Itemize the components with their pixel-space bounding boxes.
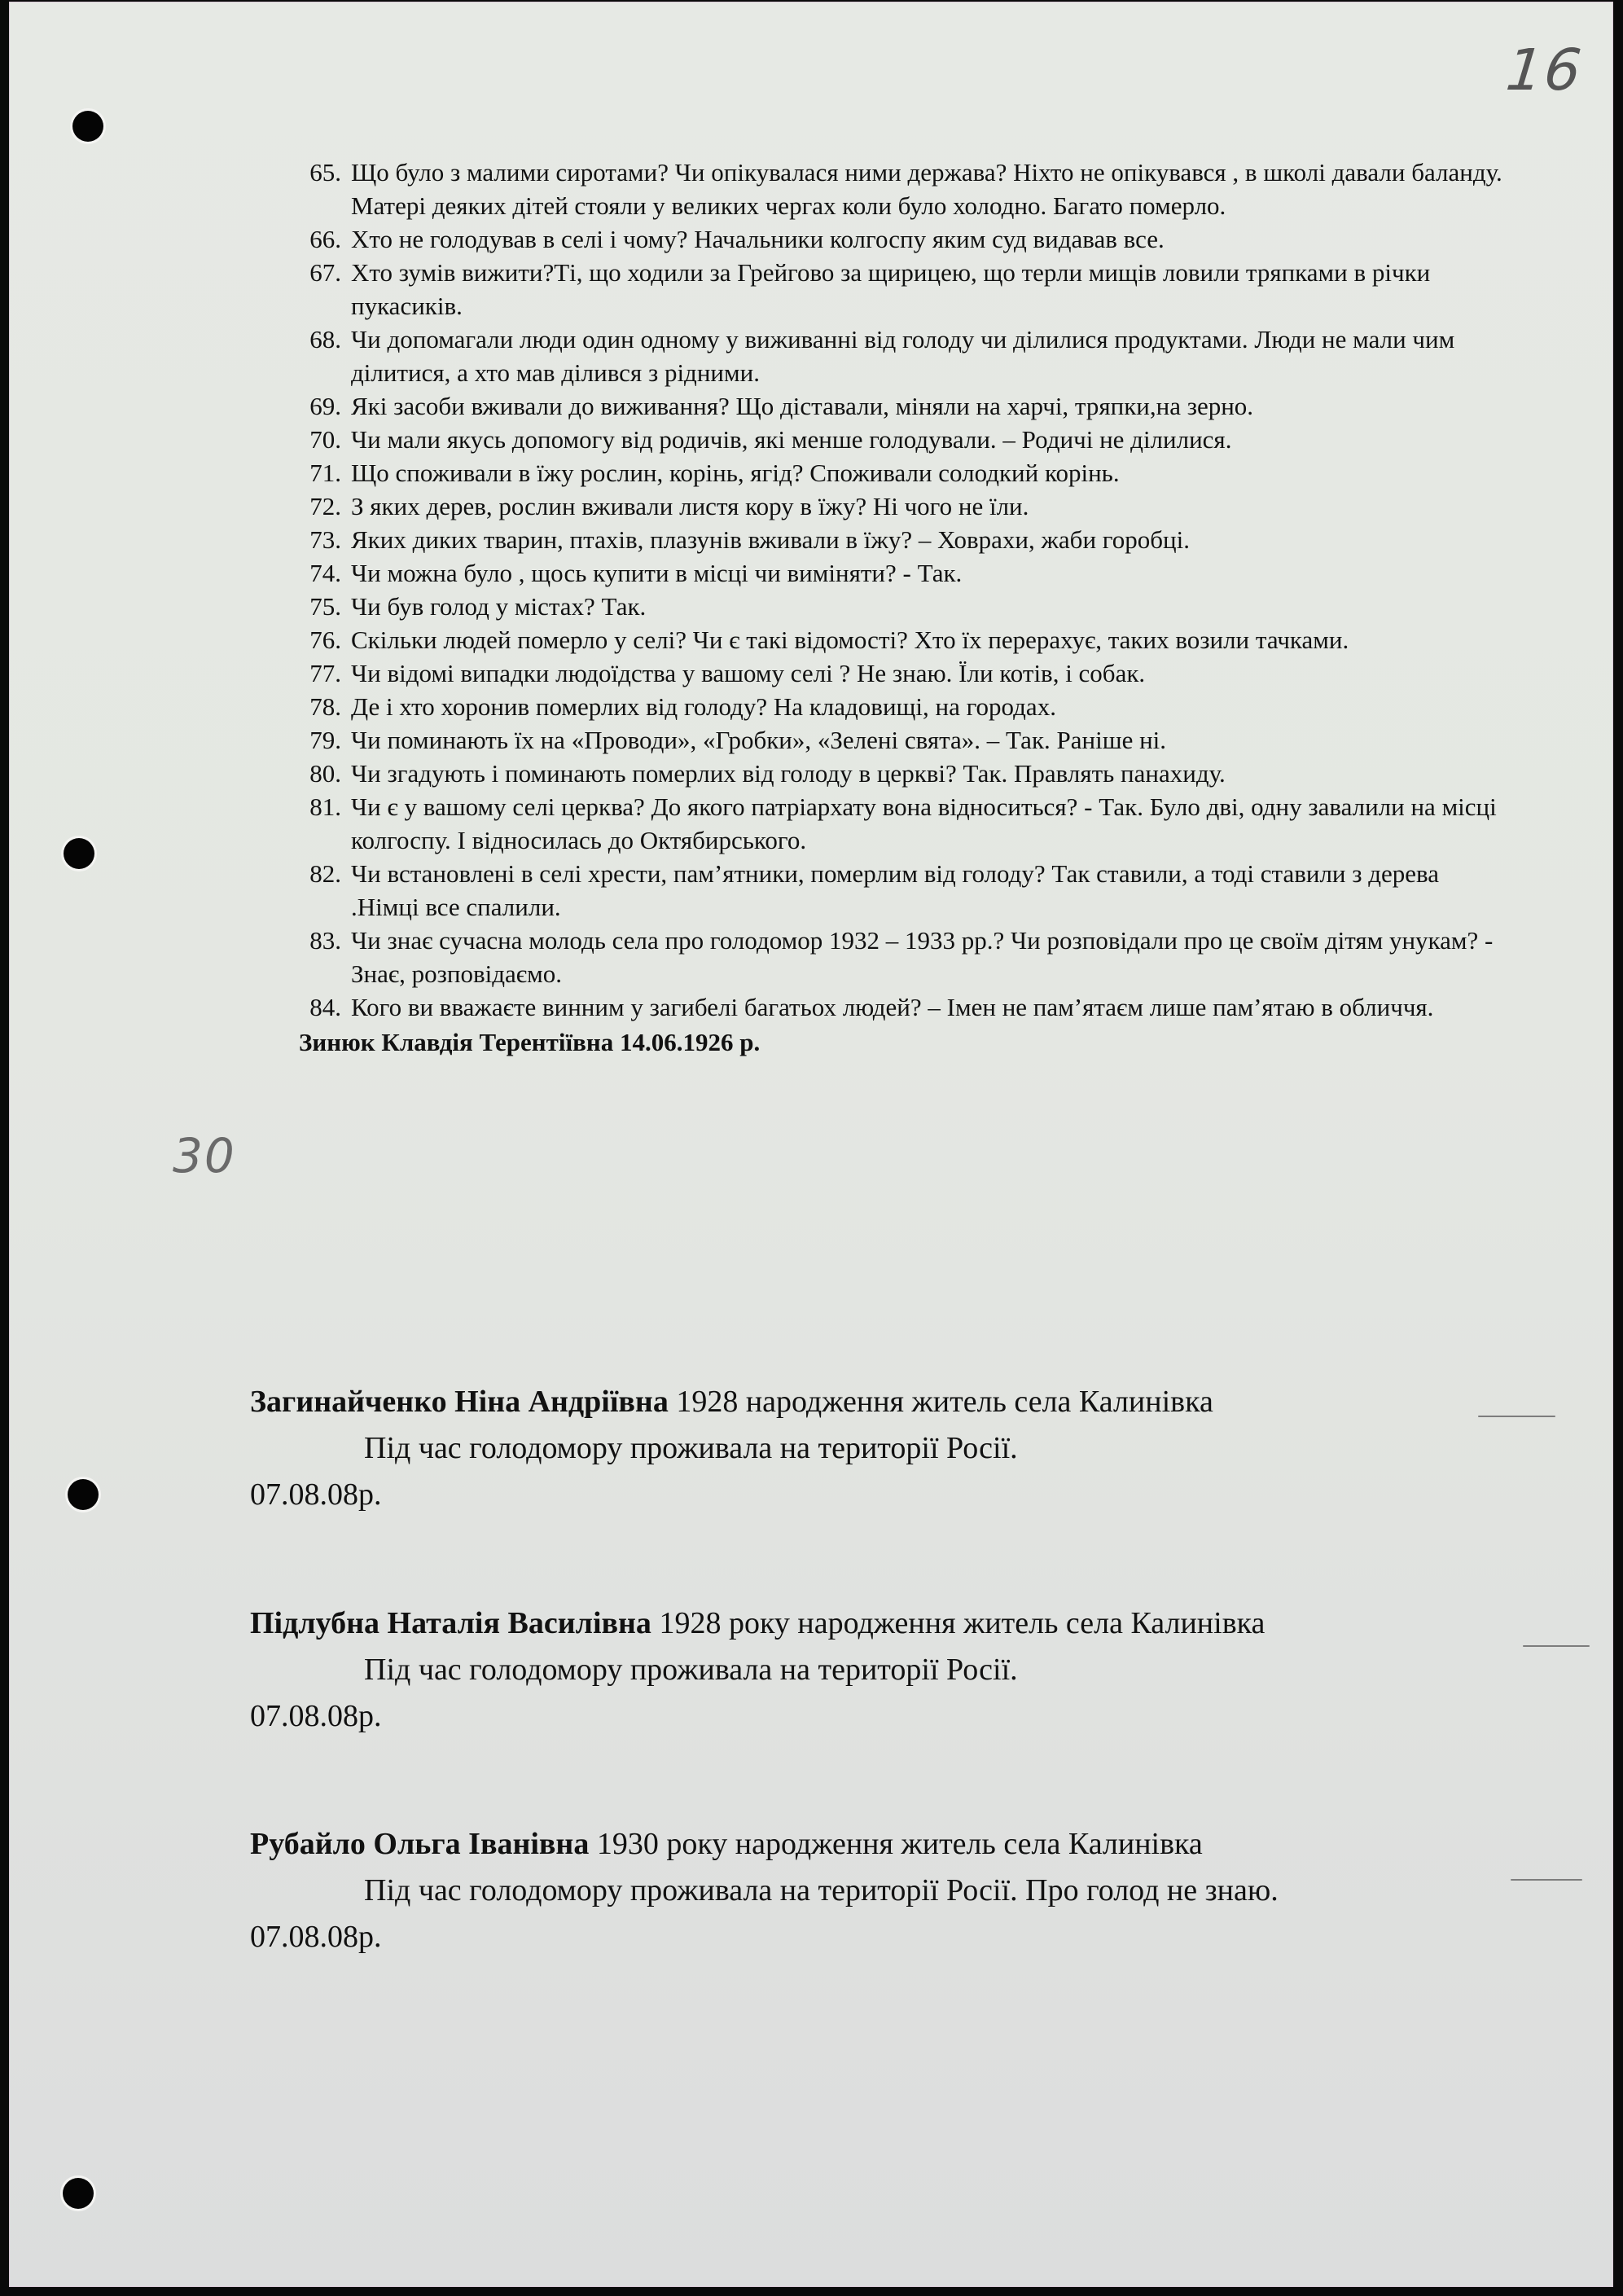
question-number: 73.: [309, 525, 341, 554]
question-text: Чи поминають їх на «Проводи», «Гробки», «Зелені свята». – Так. Раніше ні.: [351, 726, 1167, 754]
punch-hole: [72, 111, 103, 142]
question-number: 75.: [309, 592, 341, 621]
question-text: Що було з малими сиротами? Чи опікувалася ними держава? Ніхто не опікувався , в школі давали баланду. Матері деяких дітей стояли у великих чергах коли було холодно. Багато померло.: [351, 158, 1502, 220]
question-item: [283, 757, 1504, 790]
question-text: Які засоби вживали до виживання? Що діставали, міняли на харчі, тряпки,на зерно.: [351, 392, 1254, 420]
record-note: Під час голодомору проживала на території Росії. Про голод не знаю.: [364, 1873, 1279, 1907]
question-text: Де і хто хоронив померлих від голоду? На кладовищі, на городах.: [351, 692, 1056, 721]
questionnaire-list: [283, 156, 1504, 1059]
question-text: Хто зумів вижити?Ті, що ходили за Грейгово за щирицею, що терли мищів ловили тряпками в річки пукасиків.: [351, 258, 1431, 320]
punch-hole: [63, 2178, 94, 2209]
respondent-name: Рубайло Ольга Іванівна: [250, 1827, 590, 1861]
question-item: [283, 456, 1504, 489]
respondent-info: 1930 року народження житель села Калинівка: [589, 1827, 1203, 1861]
respondent-record: [250, 1379, 1569, 1518]
question-number: 74.: [309, 559, 341, 587]
question-number: 70.: [309, 425, 341, 454]
respondent-info: 1928 народження житель села Калинівка: [668, 1385, 1213, 1419]
question-number: 69.: [309, 392, 341, 420]
punch-hole: [64, 838, 94, 869]
record-header: [250, 1600, 1569, 1647]
respondent-name: Підлубна Наталія Василівна: [250, 1606, 651, 1640]
respondent-record: [250, 1821, 1569, 1960]
question-number: 79.: [309, 726, 341, 754]
question-text: Чи був голод у містах? Так.: [351, 592, 647, 621]
question-text: З яких дерев, рослин вживали листя кору в їжу? Ні чого не їли.: [351, 492, 1029, 520]
respondent-signature: Зинюк Клавдія Терентіївна 14.06.1926 р.: [299, 1028, 761, 1056]
question-number: 65.: [309, 158, 341, 187]
question-text: Скільки людей померло у селі? Чи є такі відомості? Хто їх перерахує, таких возили тачками.: [351, 626, 1349, 654]
question-number: 82.: [309, 859, 341, 888]
question-text: Чи встановлені в селі хрести, пам’ятники, померлим від голоду? Так ставили, а тоді ставили з дерева .Німці все спалили.: [351, 859, 1440, 921]
record-date: 07.08.08р.: [250, 1477, 382, 1512]
question-item: [283, 723, 1504, 757]
question-item: [283, 423, 1504, 456]
question-number: 83.: [309, 926, 341, 955]
record-header: [250, 1379, 1569, 1425]
question-number: 84.: [309, 993, 341, 1021]
question-text: Чи знає сучасна молодь села про голодомор 1932 – 1933 рр.? Чи розповідали про це своїм дітям унукам? - Знає, розповідаємо.: [351, 926, 1494, 988]
record-date: 07.08.08р.: [250, 1920, 382, 1954]
record-header: [250, 1821, 1569, 1868]
question-item: [283, 323, 1504, 389]
question-text: Кого ви вважаєте винним у загибелі багатьох людей? – Імен не пам’ятаєм лише пам’ятаю в обличчя.: [351, 993, 1434, 1021]
question-number: 67.: [309, 258, 341, 287]
question-item: [283, 256, 1504, 323]
question-text: Чи згадують і поминають померлих від голоду в церкві? Так. Правлять панахиду.: [351, 759, 1226, 788]
respondent-info: 1928 року народження житель села Калинівка: [651, 1606, 1266, 1640]
question-number: 81.: [309, 792, 341, 821]
question-item: [283, 924, 1504, 990]
question-text: Чи можна було , щось купити в місці чи виміняти? - Так.: [351, 559, 963, 587]
question-number: 77.: [309, 659, 341, 687]
question-number: 76.: [309, 626, 341, 654]
record-date: 07.08.08р.: [250, 1699, 382, 1733]
question-item: [283, 489, 1504, 523]
document-page: [10, 2, 1612, 2286]
handwritten-page-number: 16: [1502, 37, 1586, 103]
record-note: Під час голодомору проживала на території Росії.: [364, 1653, 1018, 1687]
question-item: [283, 690, 1504, 723]
question-item: [283, 857, 1504, 924]
question-text: Чи відомі випадки людоїдства у вашому селі ? Не знаю. Їли котів, і собак.: [351, 659, 1146, 687]
question-item: [283, 790, 1504, 857]
question-item: [283, 556, 1504, 590]
handwritten-margin-number: 30: [173, 1128, 236, 1183]
question-number: 66.: [309, 225, 341, 253]
punch-hole: [68, 1479, 99, 1510]
question-text: Яких диких тварин, птахів, плазунів вживали в їжу? – Ховрахи, жаби горобці.: [351, 525, 1190, 554]
question-item: [283, 156, 1504, 222]
question-item: [283, 656, 1504, 690]
question-number: 78.: [309, 692, 341, 721]
question-number: 68.: [309, 325, 341, 353]
question-text: Чи допомагали люди один одному у виживанні від голоду чи ділилися продуктами. Люди не мали чим ділитися, а хто мав ділився з рідними.: [351, 325, 1455, 387]
question-number: 71.: [309, 459, 341, 487]
record-note: Під час голодомору проживала на території Росії.: [364, 1431, 1018, 1465]
question-item: [283, 389, 1504, 423]
question-text: Чи є у вашому селі церква? До якого патріархату вона відноситься? - Так. Було дві, одну завалили на місці колгоспу. І відносилась до Октябирського.: [351, 792, 1497, 854]
respondent-record: [250, 1600, 1569, 1740]
question-number: 80.: [309, 759, 341, 788]
question-item: [283, 590, 1504, 623]
question-text: Чи мали якусь допомогу від родичів, які менше голодували. – Родичі не ділилися.: [351, 425, 1232, 454]
question-text: Хто не голодував в селі і чому? Начальники колгоспу яким суд видавав все.: [351, 225, 1165, 253]
question-item: [283, 222, 1504, 256]
question-text: Що споживали в їжу рослин, корінь, ягід? Споживали солодкий корінь.: [351, 459, 1120, 487]
question-item: [283, 523, 1504, 556]
question-item: [283, 990, 1504, 1024]
question-number: 72.: [309, 492, 341, 520]
question-item: [283, 623, 1504, 656]
respondent-name: Загинайченко Ніна Андріївна: [250, 1385, 669, 1419]
